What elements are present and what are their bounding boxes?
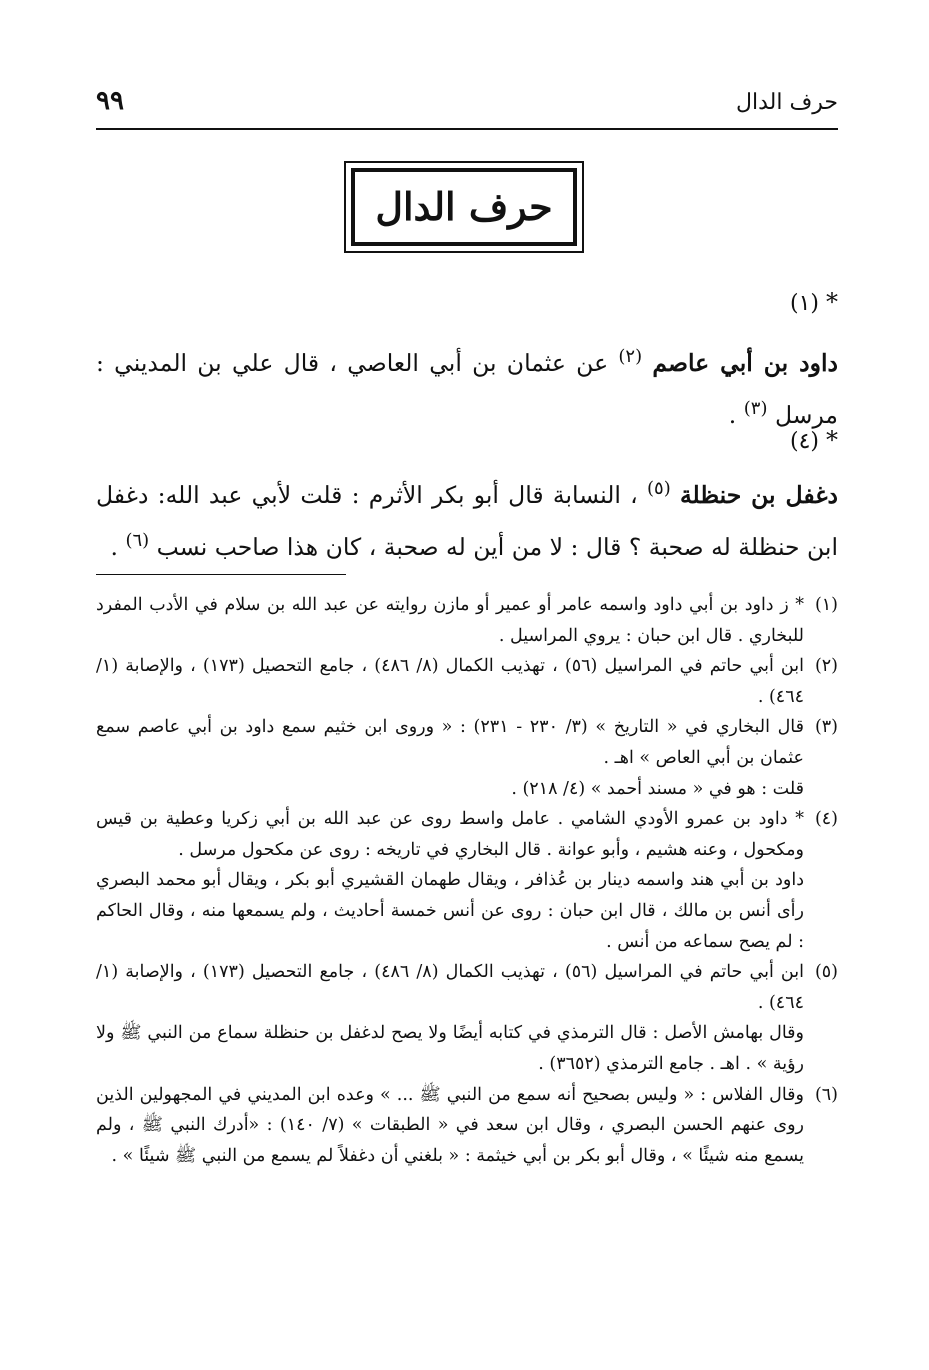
entry-end: . [110,532,118,561]
footnote-number: (٥) [814,962,838,983]
footnote-3 [96,712,838,804]
footnote-number: (١) [814,595,838,615]
entry-body: عن عثمان بن أبي العاصي ، قال علي بن المديني : مرسل [96,348,838,429]
footnote-6 [96,1080,838,1172]
footnote-number: (٢) [814,656,838,677]
chapter-title-inner-frame [351,168,577,246]
footnote-separator [96,574,346,575]
entry-text-1 [96,334,838,438]
entry-end: . [728,400,737,429]
footnote-2 [96,651,838,712]
asterisk-icon: * [826,426,838,454]
footnote-text: قلت : هو في « مسند أحمد » (٤/ ٢١٨) . [511,778,804,799]
footnote-text: داود بن أبي هند واسمه دينار بن عُذافر ، ويقال طهمان القشيري أبو بكر ، ويقال أبو محمد البصري رأى أنس بن مالك ، قال ابن حبان : روى عن أنس خمسة أحاديث ، ولم يسمعها منه ، وقال الحاكم : لم يصح سماعه من أنس . [96,870,804,952]
running-title: حرف الدال [736,90,838,115]
chapter-title: حرف الدال [375,184,553,229]
footnote-text: ابن أبي حاتم في المراسيل (٥٦) ، تهذيب الكمال (٨/ ٤٨٦) ، جامع التحصيل (١٧٣) ، والإصابة (١/ ٤٦٤) . [96,656,804,707]
footnote-1 [96,590,838,651]
footnote-ref: (٦) [125,529,150,551]
footnote-ref: (٣) [743,397,768,419]
page-number: ٩٩ [96,86,124,116]
footnote-4 [96,804,838,957]
narrator-name: داود بن أبي عاصم [652,348,838,377]
entry-body: ، النسابة قال أبو بكر الأثرم : قلت لأبي عبد الله: دغفل ابن حنظلة له صحبة ؟ قال : لا من أين له صحبة ، كان هذا صاحب نسب [96,480,838,561]
entry-marker-2 [96,425,838,457]
footnote-text: ابن أبي حاتم في المراسيل (٥٦) ، تهذيب الكمال (٨/ ٤٨٦) ، جامع التحصيل (١٧٣) ، والإصابة (١/ ٤٦٤) . [96,962,804,1013]
entry-ref: (٤) [789,429,819,454]
footnote-number: (٣) [814,717,838,738]
entry-marker-1 [96,287,838,319]
footnote-text: وقال الفلاس : « وليس بصحيح أنه سمع من النبي ﷺ ... » وعده ابن المديني في المجهولين الذين روى عنهم الحسن البصري ، وقال ابن سعد في « الطبقات » (٧/ ١٤٠) : «أدرك النبي ﷺ ، ولم يسمع منه شيئًا » ، وقال أبو بكر بن أبي خيثمة : « بلغني أن دغفلاً لم يسمع من النبي ﷺ شيئًا » . [96,1084,804,1166]
footnotes [96,590,838,1171]
footnote-text: * ز داود بن أبي داود واسمه عامر أو عمير أو مازن روايته عن عبد الله بن سلام في الأدب المفرد للبخاري . قال ابن حبان : يروي المراسيل . [96,595,804,646]
footnote-text: قال البخاري في « التاريخ » (٣/ ٢٣٠ - ٢٣١) : « وروى ابن خثيم سمع داود بن أبي عاصم سمع عثمان بن أبي العاص » اهـ . [96,717,804,768]
footnote-ref: (٥) [646,478,671,499]
footnote-number: (٦) [814,1084,838,1105]
entry-text-2 [96,466,838,570]
footnote-5 [96,957,838,1079]
footnote-text: وقال بهامش الأصل : قال الترمذي في كتابه أيضًا ولا يصح لدغفل بن حنظلة سماع من النبي ﷺ ولا رؤية » . اهـ . جامع الترمذي (٣٦٥٢) . [96,1023,804,1074]
chapter-title-frame [344,161,584,253]
running-head [96,86,838,120]
footnote-ref: (٢) [618,346,643,367]
narrator-name: دغفل بن حنظلة [679,480,838,509]
footnote-text: * داود بن عمرو الأودي الشامي . عامل واسط روى عن عبد الله بن أبي زكريا وعطية بن قيس ومكحول ، وعنه هشيم ، وأبو عوانة . قال البخاري في تاريخه : روى عن مكحول مرسل . [96,809,804,860]
asterisk-icon: * [826,288,838,316]
footnote-number: (٤) [814,809,838,830]
entry-ref: (١) [789,291,819,316]
header-rule [96,128,838,130]
